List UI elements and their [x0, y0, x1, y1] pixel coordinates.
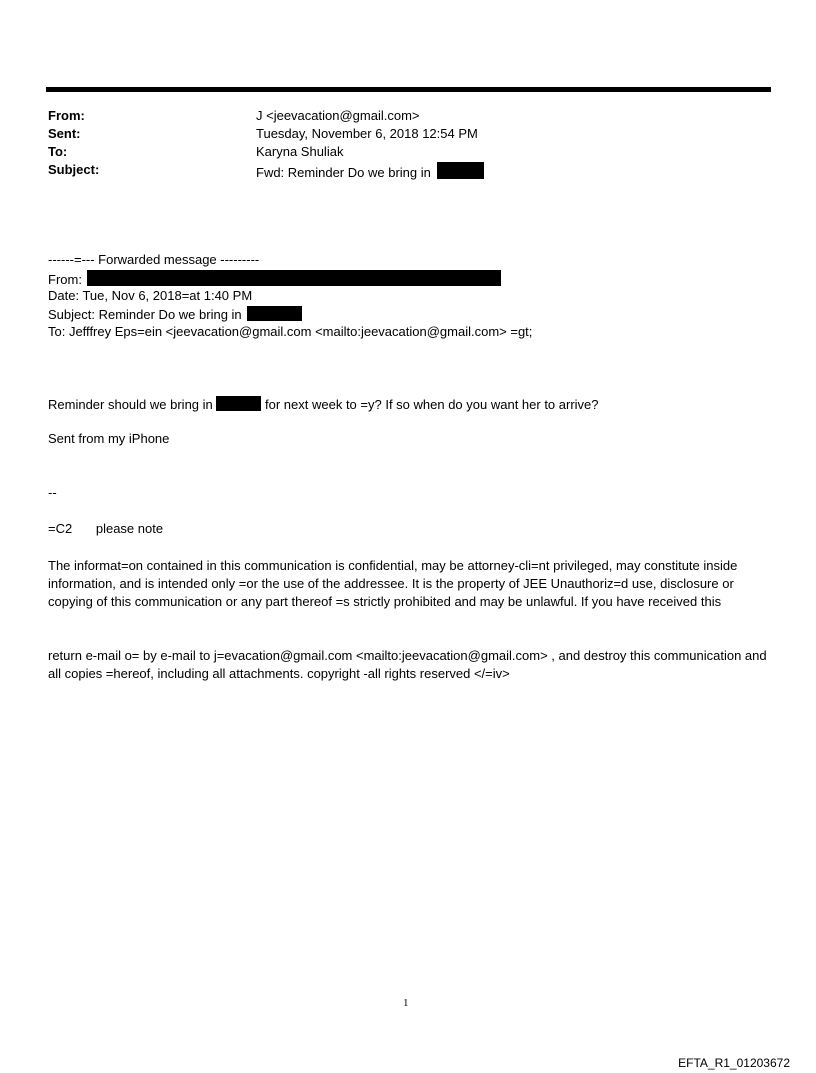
forwarded-from-label: From:: [48, 272, 82, 287]
page-number: 1: [403, 997, 409, 1009]
sent-value: Tuesday, November 6, 2018 12:54 PM: [256, 126, 478, 141]
forwarded-date: Date: Tue, Nov 6, 2018=at 1:40 PM: [48, 288, 253, 303]
to-value: Karyna Shuliak: [256, 144, 344, 159]
please-note-line: [48, 521, 163, 536]
from-value: J <jeevacation@gmail.com>: [256, 108, 420, 123]
redaction-block: [247, 306, 302, 321]
subject-value: Fwd: Reminder Do we bring in: [256, 165, 431, 180]
header-rule: [46, 87, 771, 92]
forwarded-to: To: Jefffrey Eps=ein <jeevacation@gmail.com <mailto:jeevacation@gmail.com> =gt;: [48, 324, 533, 339]
forwarded-subject-row: [48, 306, 302, 322]
reminder-line: [48, 396, 599, 412]
from-label: From:: [48, 108, 85, 123]
reminder-text-2: for next week to =y? If so when do you want her to arrive?: [265, 397, 599, 412]
to-label: To:: [48, 144, 68, 159]
sent-label: Sent:: [48, 126, 81, 141]
reminder-text-1: Reminder should we bring in: [48, 397, 213, 412]
subject-value-row: [256, 162, 484, 180]
subject-label: Subject:: [48, 162, 100, 177]
return-notice: return e-mail o= by e-mail to j=evacation@gmail.com <mailto:jeevacation@gmail.com> , and destroy this communication and all copies =hereof, including all attachments. copyright -all rights reserved </=iv>: [48, 648, 767, 681]
forwarded-divider: ------=--- Forwarded message ---------: [48, 252, 260, 267]
redaction-block: [437, 162, 484, 179]
please-note: please note: [95, 521, 164, 536]
redaction-block: [216, 396, 261, 411]
bates-stamp: EFTA_R1_01203672: [678, 1056, 790, 1070]
signature: Sent from my iPhone: [48, 431, 170, 446]
signature-dashes: --: [48, 485, 57, 500]
forwarded-subject: Subject: Reminder Do we bring in: [48, 307, 242, 322]
confidentiality-notice: The informat=on contained in this communication is confidential, may be attorney-cli=nt privileged, may constitute inside information, and is intended only =or the use of the addressee. It is the property of JEE Unauthoriz=d use, disclosure or copying of this communication or any part thereof =s strictly prohibited and may be unlawful. If you have received this: [48, 558, 738, 609]
forwarded-from-row: [48, 270, 501, 287]
redaction-block: [87, 270, 501, 286]
c2-code: =C2: [48, 521, 73, 536]
